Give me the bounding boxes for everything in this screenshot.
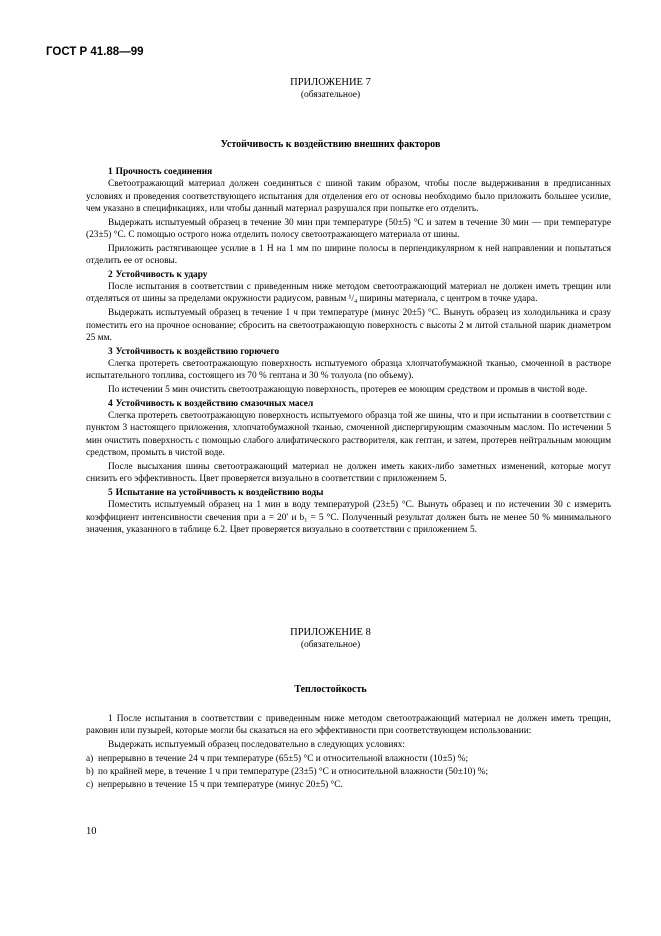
appendix-8-subtitle: (обязательное) <box>300 640 361 650</box>
section-4-heading: 4 Устойчивость к воздействию смазочных масел <box>108 398 314 409</box>
paragraph: Светоотражающий материал должен соединяться с шиной таким образом, чтобы после выдерживания в предписанных условиях и проведения соответствующего испытания для отделения его от основы необходимо было приложить большее усилие, чем указано в спецификациях, или чтобы данный материал разрушался при попытке его отделить. <box>86 179 611 214</box>
list-item: c) непрерывно в течение 15 ч при температуре (минус 20±5) °С. <box>86 780 343 791</box>
paragraph: Выдержать испытуемый образец последовательно в следующих условиях: <box>108 740 405 751</box>
paragraph: Приложить растягивающее усилие в 1 Н на 1 мм по ширине полосы в перпендикулярном к ней направлении и попытаться отделить ее от основы. <box>86 243 611 267</box>
section-3-heading: 3 Устойчивость к воздействию горючего <box>108 346 280 357</box>
paragraph: После испытания в соответствии с приведенным ниже методом светоотражающий материал не должен иметь трещин или отделяться от шины за пределами окружности радиусом, равным ¹/₄ ширины материала, с центром в точке удара. <box>86 282 611 305</box>
appendix-8-title: ПРИЛОЖЕНИЕ 8 <box>290 627 371 638</box>
list-item: b) по крайней мере, в течение 1 ч при температуре (23±5) °С и относительной влажности (50±10) %; <box>86 767 489 778</box>
appendix-7-subtitle: (обязательное) <box>300 90 361 100</box>
section-2-heading: 2 Устойчивость к удару <box>108 269 208 280</box>
paragraph: Выдержать испытуемый образец в течение 30 мин при температуре (50±5) °С и затем в течение 30 мин — при температуре (23±5) °С. С помощью острого ножа отделить полосу светоотражающего материала от шины. <box>86 217 611 240</box>
section-1-heading: 1 Прочность соединения <box>108 167 213 177</box>
paragraph: Поместить испытуемый образец на 1 мин в воду температурой (23±5) °С. Вынуть образец и по истечении 30 с измерить коэффициент интенсивности свечения при a = 20′ и b₁ = 5 °С. Полученный результат должен быть не менее 50 % минимального значения, указанного в таблице 6.2. Цвет проверяется визуально в соответствии с приложением 5. <box>86 500 611 535</box>
list-item: a) непрерывно в течение 24 ч при температуре (65±5) °С и относительной влажности (10±5) %; <box>86 753 469 764</box>
appendix-8-label <box>0 627 661 651</box>
appendix-7-body <box>86 166 611 538</box>
appendix-8-heading: Теплостойкость <box>294 684 367 695</box>
appendix-8-body <box>86 713 611 793</box>
appendix-7-title: ПРИЛОЖЕНИЕ 7 <box>290 77 371 88</box>
paragraph: По истечении 5 мин очистить светоотражающую поверхность, протерев ее моющим средством и промыв в чистой воде. <box>108 385 588 396</box>
appendix-7-label <box>0 77 661 101</box>
paragraph: Выдержать испытуемый образец в течение 1 ч при температуре (минус 20±5) °С. Вынуть образец из холодильника и сразу поместить его на прочное основание; сбросить на светоотражающую поверхность с высоты 2 м литой стальной шарик диаметром 25 мм. <box>86 308 611 343</box>
page-number: 10 <box>86 826 97 837</box>
document-header: ГОСТ Р 41.88—99 <box>46 46 144 58</box>
conditions-list <box>86 753 611 792</box>
paragraph: После высыхания шины светоотражающий материал не должен иметь каких-либо заметных изменений, которые могут снизить его эффективность. Цвет проверяется визуально в соответствии с приложением 5. <box>86 461 611 485</box>
paragraph: Слегка протереть светоотражающую поверхность испытуемого образца хлопчатобумажной тканью, смоченной в растворе испытательного топлива, состоящего из 70 % гептана и 30 % толуола (по объему). <box>86 358 611 382</box>
section-5-heading: 5 Испытание на устойчивость к воздействию воды <box>108 487 324 498</box>
appendix-7-heading: Устойчивость к воздействию внешних факторов <box>220 139 441 150</box>
paragraph: Слегка протереть светоотражающую поверхность испытуемого образца той же шины, что и при испытании в соответствии с пунктом 3 настоящего приложения, хлопчатобумажной тканью, смоченной диспергирующим смазочным маслом. По истечении 5 мин очистить поверхность с помощью слабого алифатического растворителя, как гептан, и затем, протерев нейтральным моющим средством, промыть в чистой воде. <box>86 411 611 459</box>
paragraph: 1 После испытания в соответствии с приведенным ниже методом светоотражающий материал не должен иметь трещин, раковин или пузырей, которые могли бы сказаться на его эффективности при соответствующем использовании: <box>86 714 611 737</box>
